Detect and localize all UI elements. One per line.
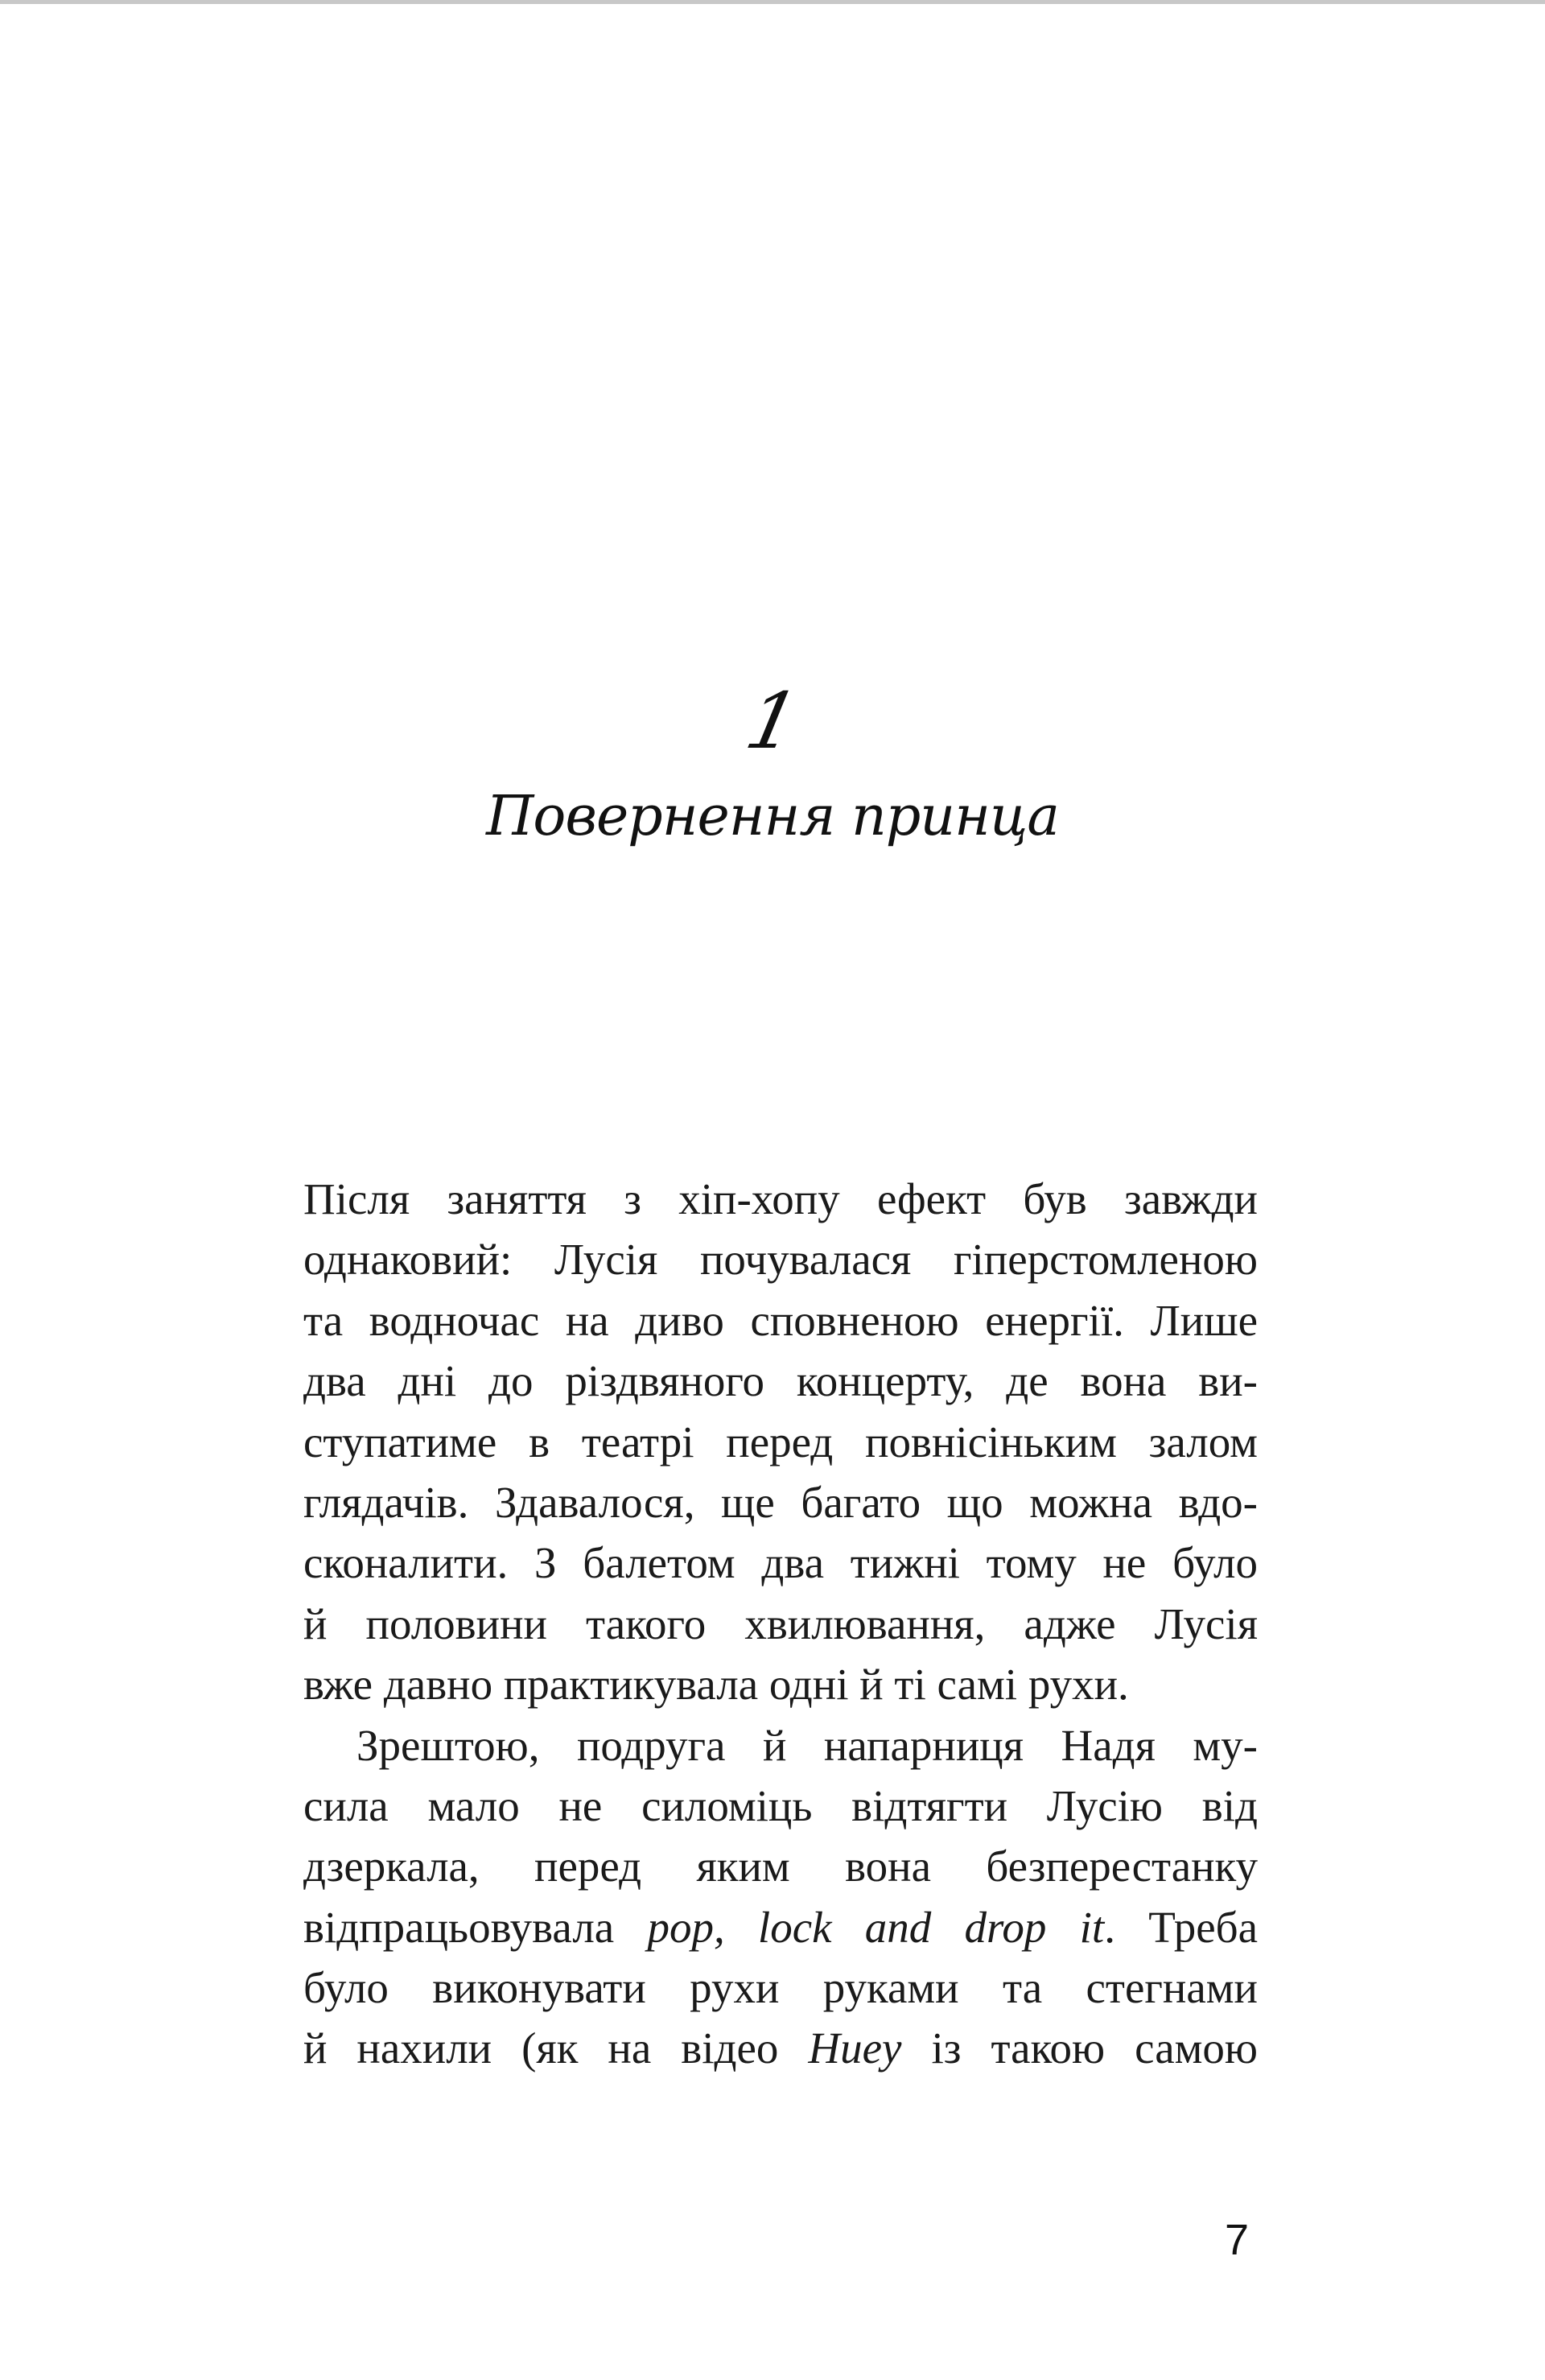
text-line: дзеркала, перед яким вона безперестанку <box>303 1842 1258 1891</box>
text-line: сконалити. З балетом два тижні тому не було <box>303 1538 1258 1588</box>
text-segment: й нахили (як на відео <box>303 2023 809 2073</box>
chapter-title: Повернення принца <box>486 785 1059 848</box>
italic-phrase: pop, lock and drop it <box>647 1902 1105 1952</box>
text-line: та водночас на диво сповненою енергії. Лише <box>303 1295 1258 1345</box>
text-line: однаковий: Лусія почувалася гіперстомленою <box>303 1235 1258 1285</box>
text-line: сила мало не силоміць відтягти Лусію від <box>303 1780 1258 1830</box>
italic-phrase: Huey <box>808 2023 902 2073</box>
text-line: було виконувати рухи руками та стегнами <box>303 1963 1258 2013</box>
text-line: два дні до різдвяного концерту, де вона ви- <box>303 1356 1258 1406</box>
text-line: ступатиме в театрі перед повнісіньким залом <box>303 1417 1258 1466</box>
text-line: Після заняття з хіп-хопу ефект був завжди <box>303 1174 1258 1223</box>
text-line: вже давно практикувала одні й ті самі рухи. <box>303 1660 1129 1710</box>
page-number: 7 <box>1225 2216 1250 2264</box>
text-segment: із такою самою <box>901 2023 1258 2073</box>
paragraph-start-line: Зрештою, подруга й напарниця Надя му- <box>356 1720 1258 1770</box>
text-segment: . Треба <box>1104 1902 1259 1952</box>
chapter-number: 1 <box>738 676 807 766</box>
text-line: глядачів. Здавалося, ще багато що можна вдо- <box>303 1477 1258 1527</box>
body-text <box>303 1169 1258 2079</box>
text-line: й половини такого хвилювання, адже Лусія <box>303 1598 1258 1648</box>
top-border <box>0 0 1545 4</box>
text-segment: відпрацьовувала <box>303 1902 648 1952</box>
text-line <box>303 2018 1258 2078</box>
text-line <box>303 1897 1258 1957</box>
